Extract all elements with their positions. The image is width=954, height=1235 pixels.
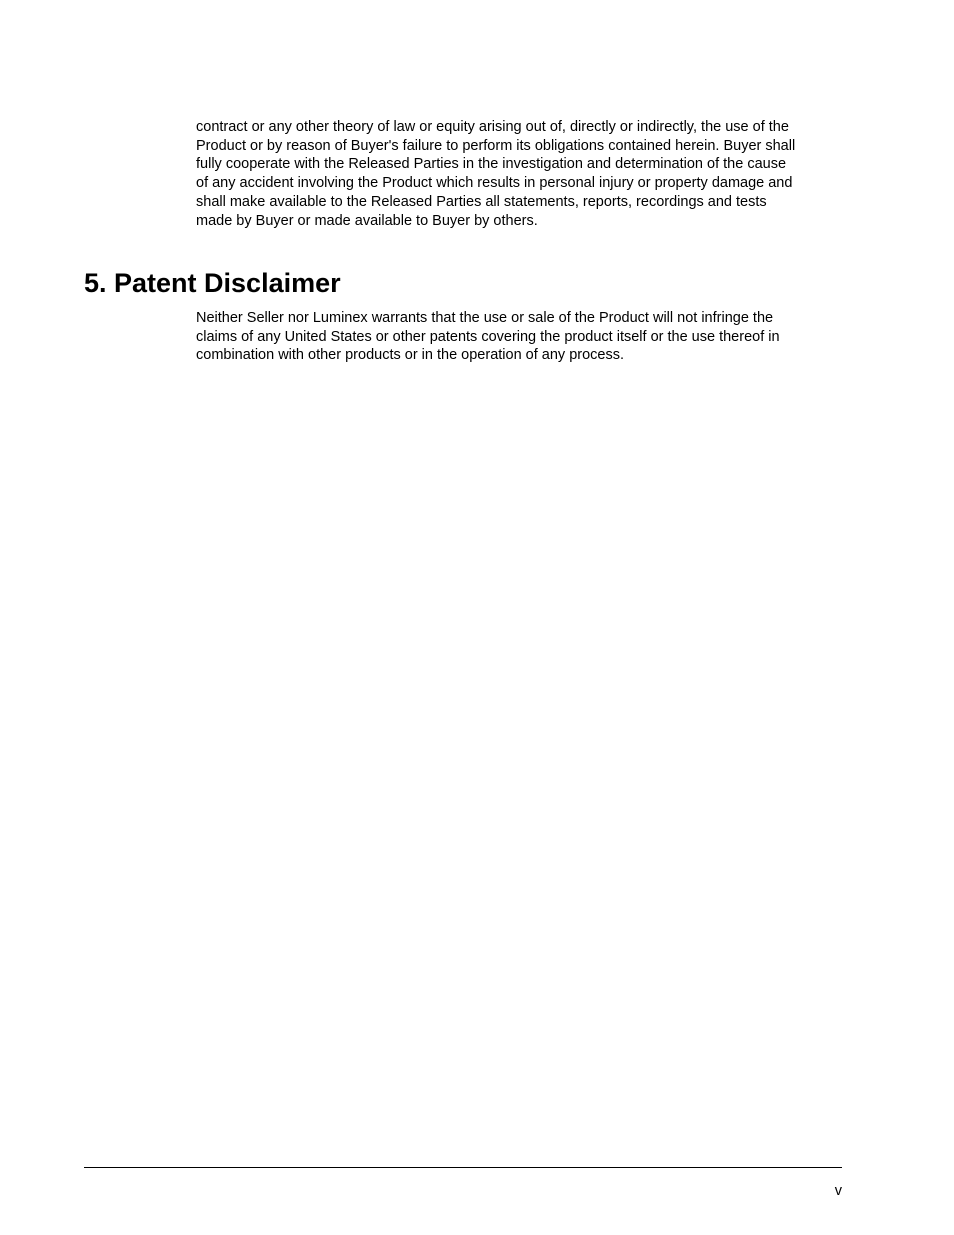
paragraph-line: combination with other products or in the operation of any process.: [196, 347, 624, 364]
patent-disclaimer-paragraph: [196, 309, 846, 365]
paragraph-line: made by Buyer or made available to Buyer by others.: [196, 212, 538, 229]
paragraph-line: of any accident involving the Product which results in personal injury or property damage and: [196, 175, 793, 192]
page-number: v: [834, 1183, 842, 1199]
section-heading: 5. Patent Disclaimer: [84, 268, 341, 298]
paragraph-line: shall make available to the Released Parties all statements, reports, recordings and tests: [196, 193, 767, 210]
paragraph-line: fully cooperate with the Released Parties in the investigation and determination of the cause: [196, 156, 787, 173]
paragraph-line: Product or by reason of Buyer's failure to perform its obligations contained herein. Buyer shall: [196, 137, 796, 154]
paragraph-line: contract or any other theory of law or equity arising out of, directly or indirectly, the use of the: [196, 119, 789, 135]
footer-divider: [84, 1167, 842, 1168]
continuation-paragraph: [196, 118, 846, 230]
paragraph-line: claims of any United States or other patents covering the product itself or the use thereof in: [196, 328, 780, 345]
paragraph-line: Neither Seller nor Luminex warrants that the use or sale of the Product will not infringe the: [196, 310, 774, 326]
